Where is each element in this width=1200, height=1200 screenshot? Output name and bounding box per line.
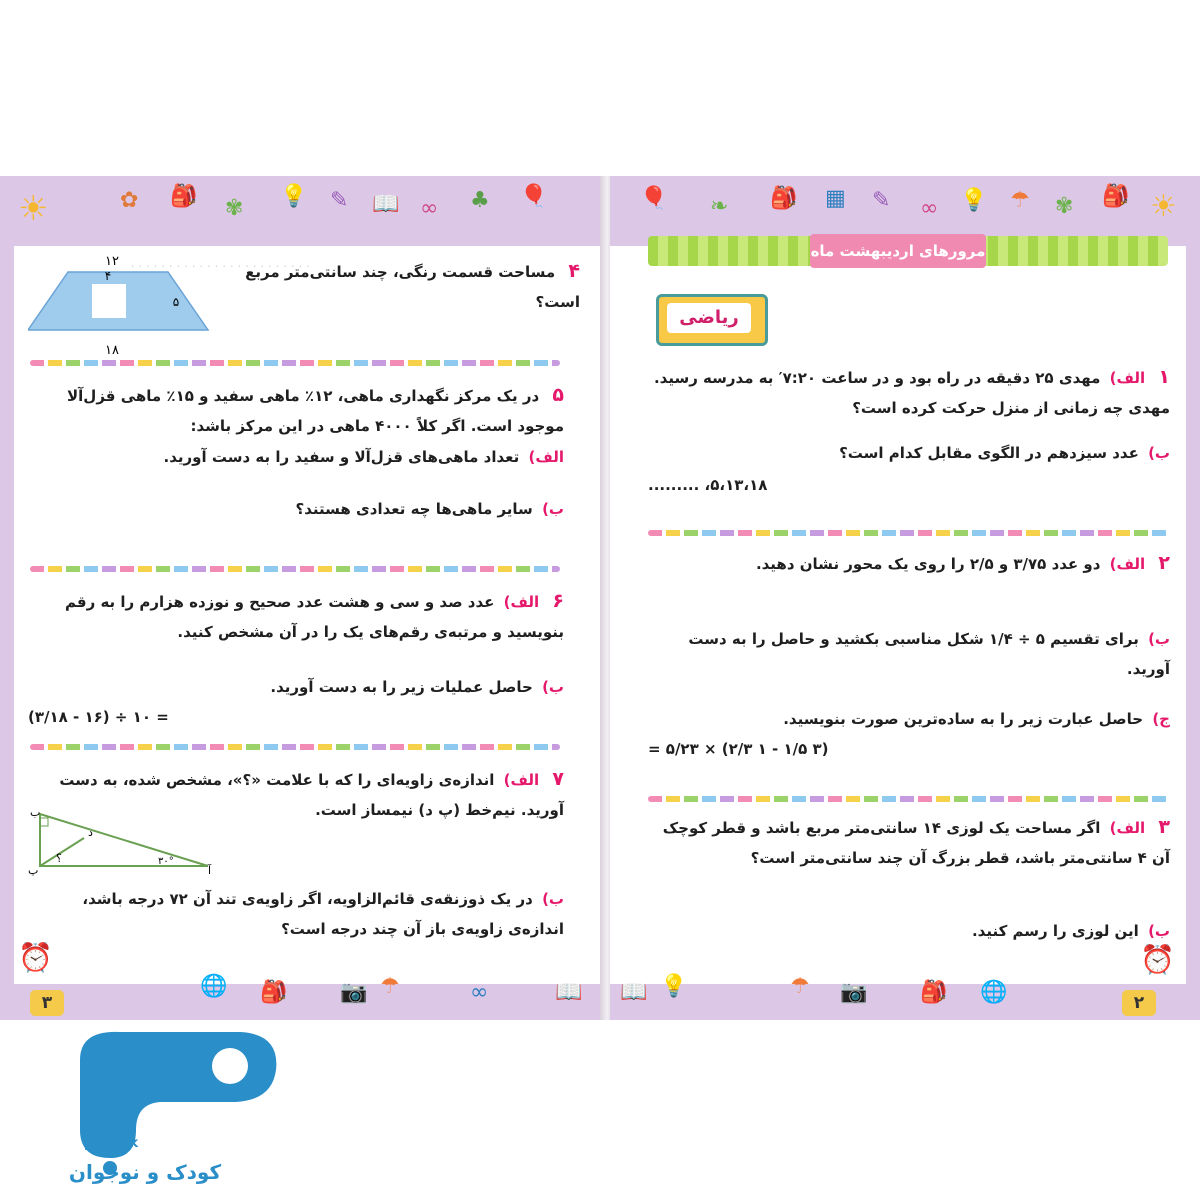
expression-text: = ۱۰ ÷ (۱۶ - ۳/۱۸) (28, 708, 169, 726)
glasses-icon: ∞ (420, 196, 439, 221)
label-question: ؟ (56, 852, 62, 865)
part-label: ب) (542, 500, 564, 518)
page-number: ۲ (1122, 990, 1156, 1016)
vine-icon: ❧ (710, 194, 729, 219)
label-bottom: ۱۸ (105, 343, 119, 358)
part-text: دو عدد ۳/۷۵ و ۲/۵ را روی یک محور نشان دهید. (755, 555, 1101, 573)
part-label: الف) (1109, 555, 1146, 573)
part-label: ب) (1148, 630, 1170, 648)
clock-icon: ⏰ (1140, 943, 1175, 976)
left-side-border (0, 176, 14, 1020)
question-number: ۴ (568, 260, 580, 282)
part-label: ب) (542, 678, 564, 696)
tree-icon: ♣ (470, 188, 490, 213)
q1-part-b (648, 438, 1170, 468)
triangle-shape (40, 814, 208, 866)
bulb-icon: 💡 (280, 184, 308, 209)
balloon-icon: 🎈 (640, 186, 668, 211)
part-label: الف) (1109, 369, 1146, 387)
glasses-icon-bottom: ∞ (470, 980, 489, 1005)
question-number: ۳ (1158, 816, 1170, 838)
part-text: عدد صد و سی و هشت عدد صحیح و نوزده هزارم را به رقم بنویسید و مرتبه‌ی رقم‌های یک را در آن مشخص کنید. (65, 593, 564, 641)
flower-icon: ✿ (120, 188, 139, 213)
q6-part-b (28, 672, 564, 702)
question-text: مساحت قسمت رنگی، چند سانتی‌متر مربع است؟ (245, 263, 580, 311)
faint-bleed-text: . . . . . . . . . . . . . . . . . . . . . . . . (130, 256, 310, 270)
butterfly-icon: ✾ (225, 196, 244, 221)
separator (30, 744, 560, 750)
umbrella-icon-bottom: ☂ (790, 974, 810, 999)
left-bottom-border (0, 980, 604, 1020)
right-side-border (1186, 176, 1200, 1020)
part-text: اندازه‌ی زاویه‌ای را که با علامت «؟»، مشخص شده، به دست آورید. نیم‌خط (پ د) نیمساز است. (59, 771, 564, 819)
calendar-icon: ▦ (825, 186, 846, 211)
q5-part-b (28, 494, 564, 524)
bag-icon: 🎒 (770, 186, 798, 211)
inner-square (92, 284, 126, 318)
separator (648, 530, 1168, 536)
question-3 (648, 812, 1170, 873)
part-text: سایر ماهی‌ها چه تعدادی هستند؟ (295, 500, 533, 518)
q2-expression (648, 734, 888, 764)
label-b: ب (30, 806, 41, 819)
subject-title: ریاضی (667, 303, 751, 333)
label-inner: ۴ (104, 269, 112, 283)
part-label: ب) (1148, 444, 1170, 462)
globe-icon: 🌐 (200, 974, 228, 999)
separator (30, 566, 560, 572)
logo-latin: puonak (84, 1136, 139, 1151)
question-1 (648, 362, 1170, 423)
question-6 (28, 586, 564, 647)
camera-icon: 📷 (840, 980, 868, 1005)
part-text: برای تقسیم ۵ ÷ ۱/۴ شکل مناسبی بکشید و حاصل را به دست آورید. (688, 630, 1170, 678)
part-text: اگر مساحت یک لوزی ۱۴ سانتی‌متر مربع باشد و قطر کوچک آن ۴ سانتی‌متر باشد، قطر بزرگ آن چند سانتی‌متر است؟ (662, 819, 1170, 867)
section-header: مرورهای اردیبهشت ماه (810, 234, 986, 268)
question-text: در یک مرکز نگهداری ماهی، ۱۲٪ ماهی سفید و ۱۵٪ ماهی قزل‌آلا موجود است. اگر کلاً ۴۰۰۰ ماهی در این مرکز باشد: (67, 387, 564, 435)
q2-part-b (648, 624, 1170, 684)
book-icon: 📖 (372, 192, 400, 217)
label-a: آ (208, 864, 212, 876)
globe-icon: 🌐 (980, 980, 1008, 1005)
right-bottom-border (610, 980, 1200, 1020)
glasses-icon: ∞ (920, 196, 939, 221)
umbrella-icon: ☂ (1010, 188, 1030, 213)
part-text: تعداد ماهی‌های قزل‌آلا و سفید را به دست آورید. (163, 448, 520, 466)
sun-icon: ☀ (18, 189, 49, 229)
expression-text: (۳ ۱/۵ - ۱ ۲/۳) × ۵/۲۳ = (648, 740, 829, 758)
triangle-figure (26, 804, 216, 876)
question-2 (648, 548, 1170, 579)
part-label: الف) (503, 771, 540, 789)
part-text: مهدی ۲۵ دقیقه در راه بود و در ساعت ۷:۲۰′ به مدرسه رسید. مهدی چه زمانی از منزل حرکت کرده است؟ (653, 369, 1170, 417)
part-label: الف) (528, 448, 564, 466)
question-number: ۱ (1158, 366, 1170, 388)
question-number: ۶ (552, 590, 564, 612)
question-5 (28, 380, 564, 441)
q6-expression (28, 702, 328, 732)
question-number: ۲ (1158, 552, 1170, 574)
q3-part-b (648, 916, 1170, 946)
part-text: عدد سیزدهم در الگوی مقابل کدام است؟ (839, 444, 1139, 462)
book-icon-bottom: 📖 (620, 980, 648, 1005)
part-text: حاصل عملیات زیر را به دست آورید. (270, 678, 533, 696)
question-number: ۷ (552, 768, 564, 790)
part-text: در یک ذوزنقه‌ی قائم‌الزاویه، اگر زاویه‌ی تند آن ۷۲ درجه باشد، اندازه‌ی زاویه‌ی باز آن چند درجه است؟ (82, 890, 564, 938)
bag-icon-bottom: 🎒 (260, 980, 288, 1005)
part-text: این لوزی را رسم کنید. (971, 922, 1139, 940)
bulb-icon: 💡 (960, 188, 988, 213)
label-d: د (88, 826, 93, 839)
pencils-icon: ✎ (330, 188, 349, 213)
separator (30, 360, 560, 366)
bag-icon-2: 🎒 (1102, 184, 1130, 209)
part-label: ب) (1148, 922, 1170, 940)
bag-icon: 🎒 (170, 184, 198, 209)
left-page (0, 176, 604, 1020)
separator (648, 796, 1168, 802)
label-angle: ۳۰° (158, 856, 174, 867)
balloon-icon: 🎈 (520, 184, 548, 209)
clock-icon: ⏰ (18, 941, 53, 974)
book-icon-bottom: 📖 (555, 980, 583, 1005)
q5-part-a (28, 442, 564, 472)
logo-tagline: کودک و نوجوان (68, 1160, 222, 1184)
pencils-icon: ✎ (872, 188, 891, 213)
question-4 (220, 256, 580, 317)
part-text: حاصل عبارت زیر را به ساده‌ترین صورت بنویسید. (783, 710, 1144, 728)
label-top: ۱۲ (105, 254, 119, 269)
umbrella-icon: ☂ (380, 974, 400, 999)
sequence-text: ۵،۱۳،۱۸، ......... (648, 476, 768, 494)
q2-part-c (648, 704, 1170, 734)
trapezoid-figure (28, 248, 218, 358)
part-label: ب) (542, 890, 564, 908)
subject-sign (656, 294, 768, 346)
page-number: ۳ (30, 990, 64, 1016)
part-label: الف) (503, 593, 540, 611)
label-side: ۵ (172, 295, 180, 309)
q1-sequence (648, 470, 848, 500)
sun-icon: ☀ (1150, 189, 1177, 224)
label-p: پ (28, 864, 39, 876)
part-label: ج) (1152, 710, 1170, 728)
bulb-icon-bottom: 💡 (660, 974, 688, 999)
part-label: الف) (1109, 819, 1146, 837)
logo-dot (212, 1048, 248, 1084)
question-number: ۵ (552, 384, 564, 406)
camera-icon: 📷 (340, 980, 368, 1005)
q7-part-b (28, 884, 564, 944)
butterfly-icon: ✾ (1055, 194, 1074, 219)
bag-icon-bottom: 🎒 (920, 980, 948, 1005)
